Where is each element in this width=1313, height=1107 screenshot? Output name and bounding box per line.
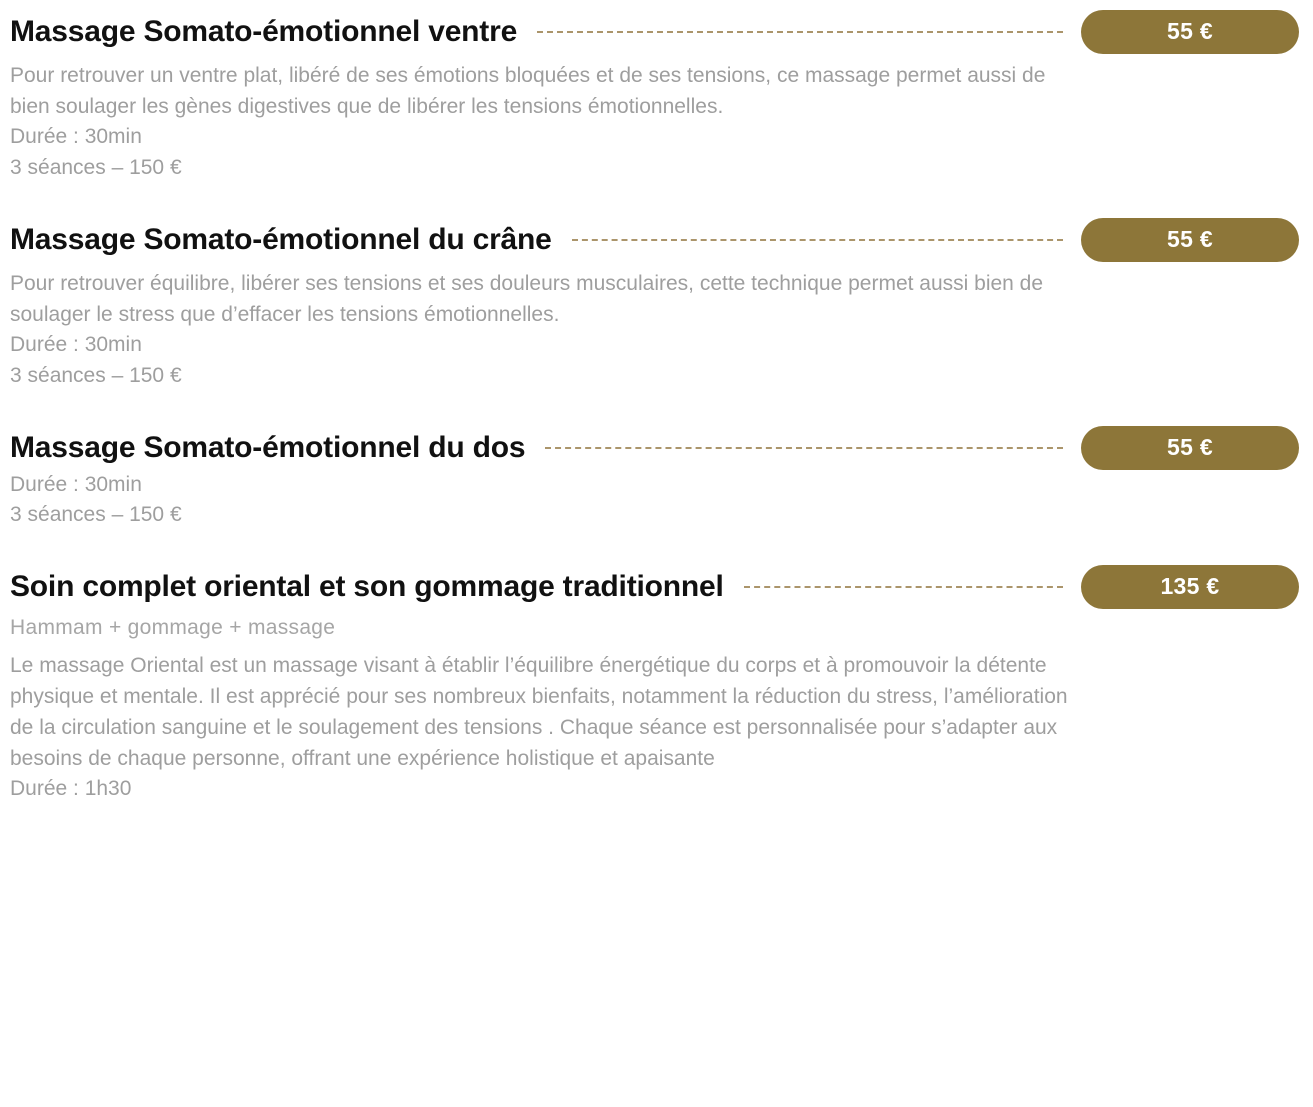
service-item [10,218,1299,392]
service-title: Massage Somato-émotionnel du crâne [10,222,552,256]
service-item [10,10,1299,184]
service-package: 3 séances – 150 € [10,156,182,180]
service-package: 3 séances – 150 € [10,503,182,527]
service-header-row [10,565,1299,609]
service-package: 3 séances – 150 € [10,363,182,387]
service-header-row [10,426,1299,470]
service-title: Massage Somato-émotionnel du dos [10,430,526,464]
service-description: Pour retrouver un ventre plat, libéré de ses émotions bloquées et de ses tensions, ce massage permet aussi de bien soulager les gènes digestives que de libérer les tensions émotionnelles. [10,64,1046,119]
service-duration: Durée : 30min [10,125,142,149]
dotted-leader [545,447,1063,449]
dotted-leader [537,31,1063,33]
service-header-row [10,10,1299,54]
service-duration: Durée : 30min [10,333,142,357]
dotted-leader [572,239,1063,241]
service-item [10,426,1299,532]
price-badge: 55 € [1081,10,1299,54]
service-duration: Durée : 30min [10,472,142,496]
price-badge: 135 € [1081,565,1299,609]
service-item [10,565,1299,805]
service-header-row [10,218,1299,262]
service-title: Massage Somato-émotionnel ventre [10,15,518,49]
dotted-leader [744,586,1063,588]
service-subtitle: Hammam + gommage + massage [10,616,336,640]
service-description: Pour retrouver équilibre, libérer ses tensions et ses douleurs musculaires, cette technique permet aussi bien de soulager le stress que d’effacer les tensions émotionnelles. [10,272,1044,327]
service-description: Le massage Oriental est un massage visant à établir l’équilibre énergétique du corps et à promouvoir la détente physique et mentale. Il est apprécié pour ses nombreux bienfaits, notamment la réduction du stress, l’amélioration de la circulation sanguine et le soulagement des tensions . Chaque séance est personnalisée pour s’adapter aux besoins de chaque personne, offrant une expérience holistique et apaisante [10,654,1068,771]
service-title: Soin complet oriental et son gommage traditionnel [10,570,724,604]
price-badge: 55 € [1081,218,1299,262]
price-badge: 55 € [1081,426,1299,470]
service-duration: Durée : 1h30 [10,777,132,801]
